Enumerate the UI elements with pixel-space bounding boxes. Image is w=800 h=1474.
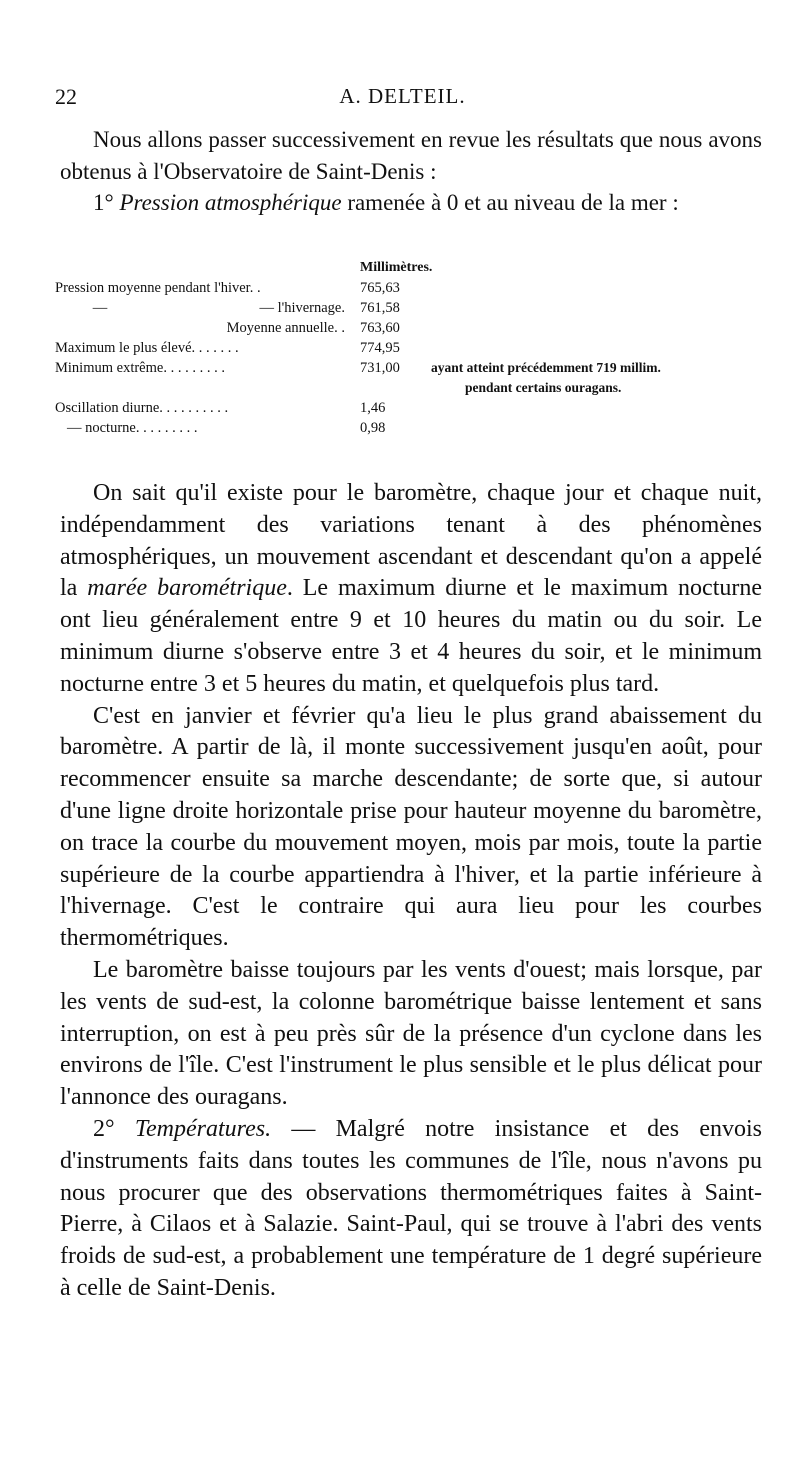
row-value: 1,46 <box>360 400 386 416</box>
intro-section <box>60 124 762 219</box>
row-note: ayant atteint précédemment 719 millim. <box>431 360 661 375</box>
main-text <box>60 478 762 1305</box>
paragraph-winds: Le baromètre baisse toujours par les vents d'ouest; mais lorsque, par les vents de sud-est, la colonne barométrique baisse lentement et sans interruption, on est à peu près sûr de la présence d'un cyclone dans les environs de l'île. C'est l'instrument le plus sensible et le plus délicat pour l'annonce des ouragans. <box>60 956 762 1111</box>
table-unit-row <box>55 258 755 278</box>
row-label: — l'hivernage. <box>259 300 345 316</box>
running-head: A. DELTEIL. <box>339 84 466 108</box>
page-number: 22 <box>55 84 77 109</box>
paragraph-temperatures <box>60 1114 762 1305</box>
row-value: 763,60 <box>360 320 400 336</box>
table-row <box>55 318 755 338</box>
p1-italic: marée barométrique <box>87 575 287 602</box>
table-row <box>55 378 755 398</box>
paragraph-seasonal: C'est en janvier et février qu'a lieu le plus grand abaissement du baromètre. A partir de là, il monte successivement jusqu'en août, pour recommencer ensuite sa marche descendante; de sorte que, si autour d'une ligne droite horizontale prise pour hauteur moyenne du baromètre, on trace la courbe du mouvement moyen, mois par mois, toute la partie supérieure de la courbe appartiendra à l'hiver, et la partie inférieure à l'hivernage. C'est le contraire qui aura lieu pour les courbes thermométriques. <box>60 702 762 952</box>
row-note: pendant certains ouragans. <box>465 380 622 395</box>
page-header <box>55 84 750 114</box>
row-value: 731,00 <box>360 360 400 376</box>
table-row <box>55 278 755 298</box>
table-row <box>55 418 755 438</box>
row-value: 761,58 <box>360 300 400 316</box>
paragraph-barometric-tide <box>60 478 762 701</box>
row-dash: — <box>92 300 108 316</box>
p1-text-b: . Le maximum diurne et le maximum nocturne ont lieu généralement entre 9 et 10 heures du matin ou du soir. Le minimum diurne s'observe entre 3 et 4 heures du soir, et le minimum nocturne entre 3 et 5 heures du matin, et quelquefois plus tard. <box>60 575 763 697</box>
item-title: Pression atmosphérique <box>119 190 342 215</box>
row-label: — nocturne. . . . . . . . . <box>67 420 198 436</box>
unit-header: Millimètres. <box>360 260 433 275</box>
p4-text: — Malgré notre insistance et des envois d'instruments faits dans toutes les communes de l'île, nous n'avons pu nous procurer que des observations thermométriques faites à Saint-Pierre, à Cilaos et à Salazie. Saint-Paul, qui se trouve à l'abri des vents froids de sud-est, a probablement une température de 1 degré supérieure à celle de Saint-Denis. <box>60 1115 763 1301</box>
p1-text-a: On sait qu'il existe pour le baromètre, chaque jour et chaque nuit, indépendamment des variations tenant à des phénomènes atmosphériques, un mouvement ascendant et descendant qu'on a appelé la <box>60 480 762 602</box>
table-row <box>55 398 755 418</box>
row-value: 774,95 <box>360 340 400 356</box>
pressure-table <box>55 258 755 438</box>
item-number: 1° <box>93 190 114 215</box>
p4-number: 2° <box>93 1115 115 1142</box>
row-label: Pression moyenne pendant l'hiver. . <box>55 280 261 296</box>
item-rest: ramenée à 0 et au niveau de la mer : <box>347 190 679 215</box>
item-pressure-heading <box>60 187 762 219</box>
table-row <box>55 358 755 378</box>
table-row <box>55 338 755 358</box>
row-label: Maximum le plus élevé. . . . . . . <box>55 340 239 356</box>
row-label: Oscillation diurne. . . . . . . . . . <box>55 400 229 416</box>
row-value: 0,98 <box>360 420 386 436</box>
table-row <box>55 298 755 318</box>
row-label: Minimum extrême. . . . . . . . . <box>55 360 225 376</box>
row-value: 765,63 <box>360 280 400 296</box>
row-label: Moyenne annuelle. . <box>226 320 345 336</box>
p4-italic: Températures. <box>134 1115 272 1142</box>
intro-paragraph: Nous allons passer successivement en revue les résultats que nous avons obtenus à l'Observatoire de Saint-Denis : <box>60 127 762 184</box>
